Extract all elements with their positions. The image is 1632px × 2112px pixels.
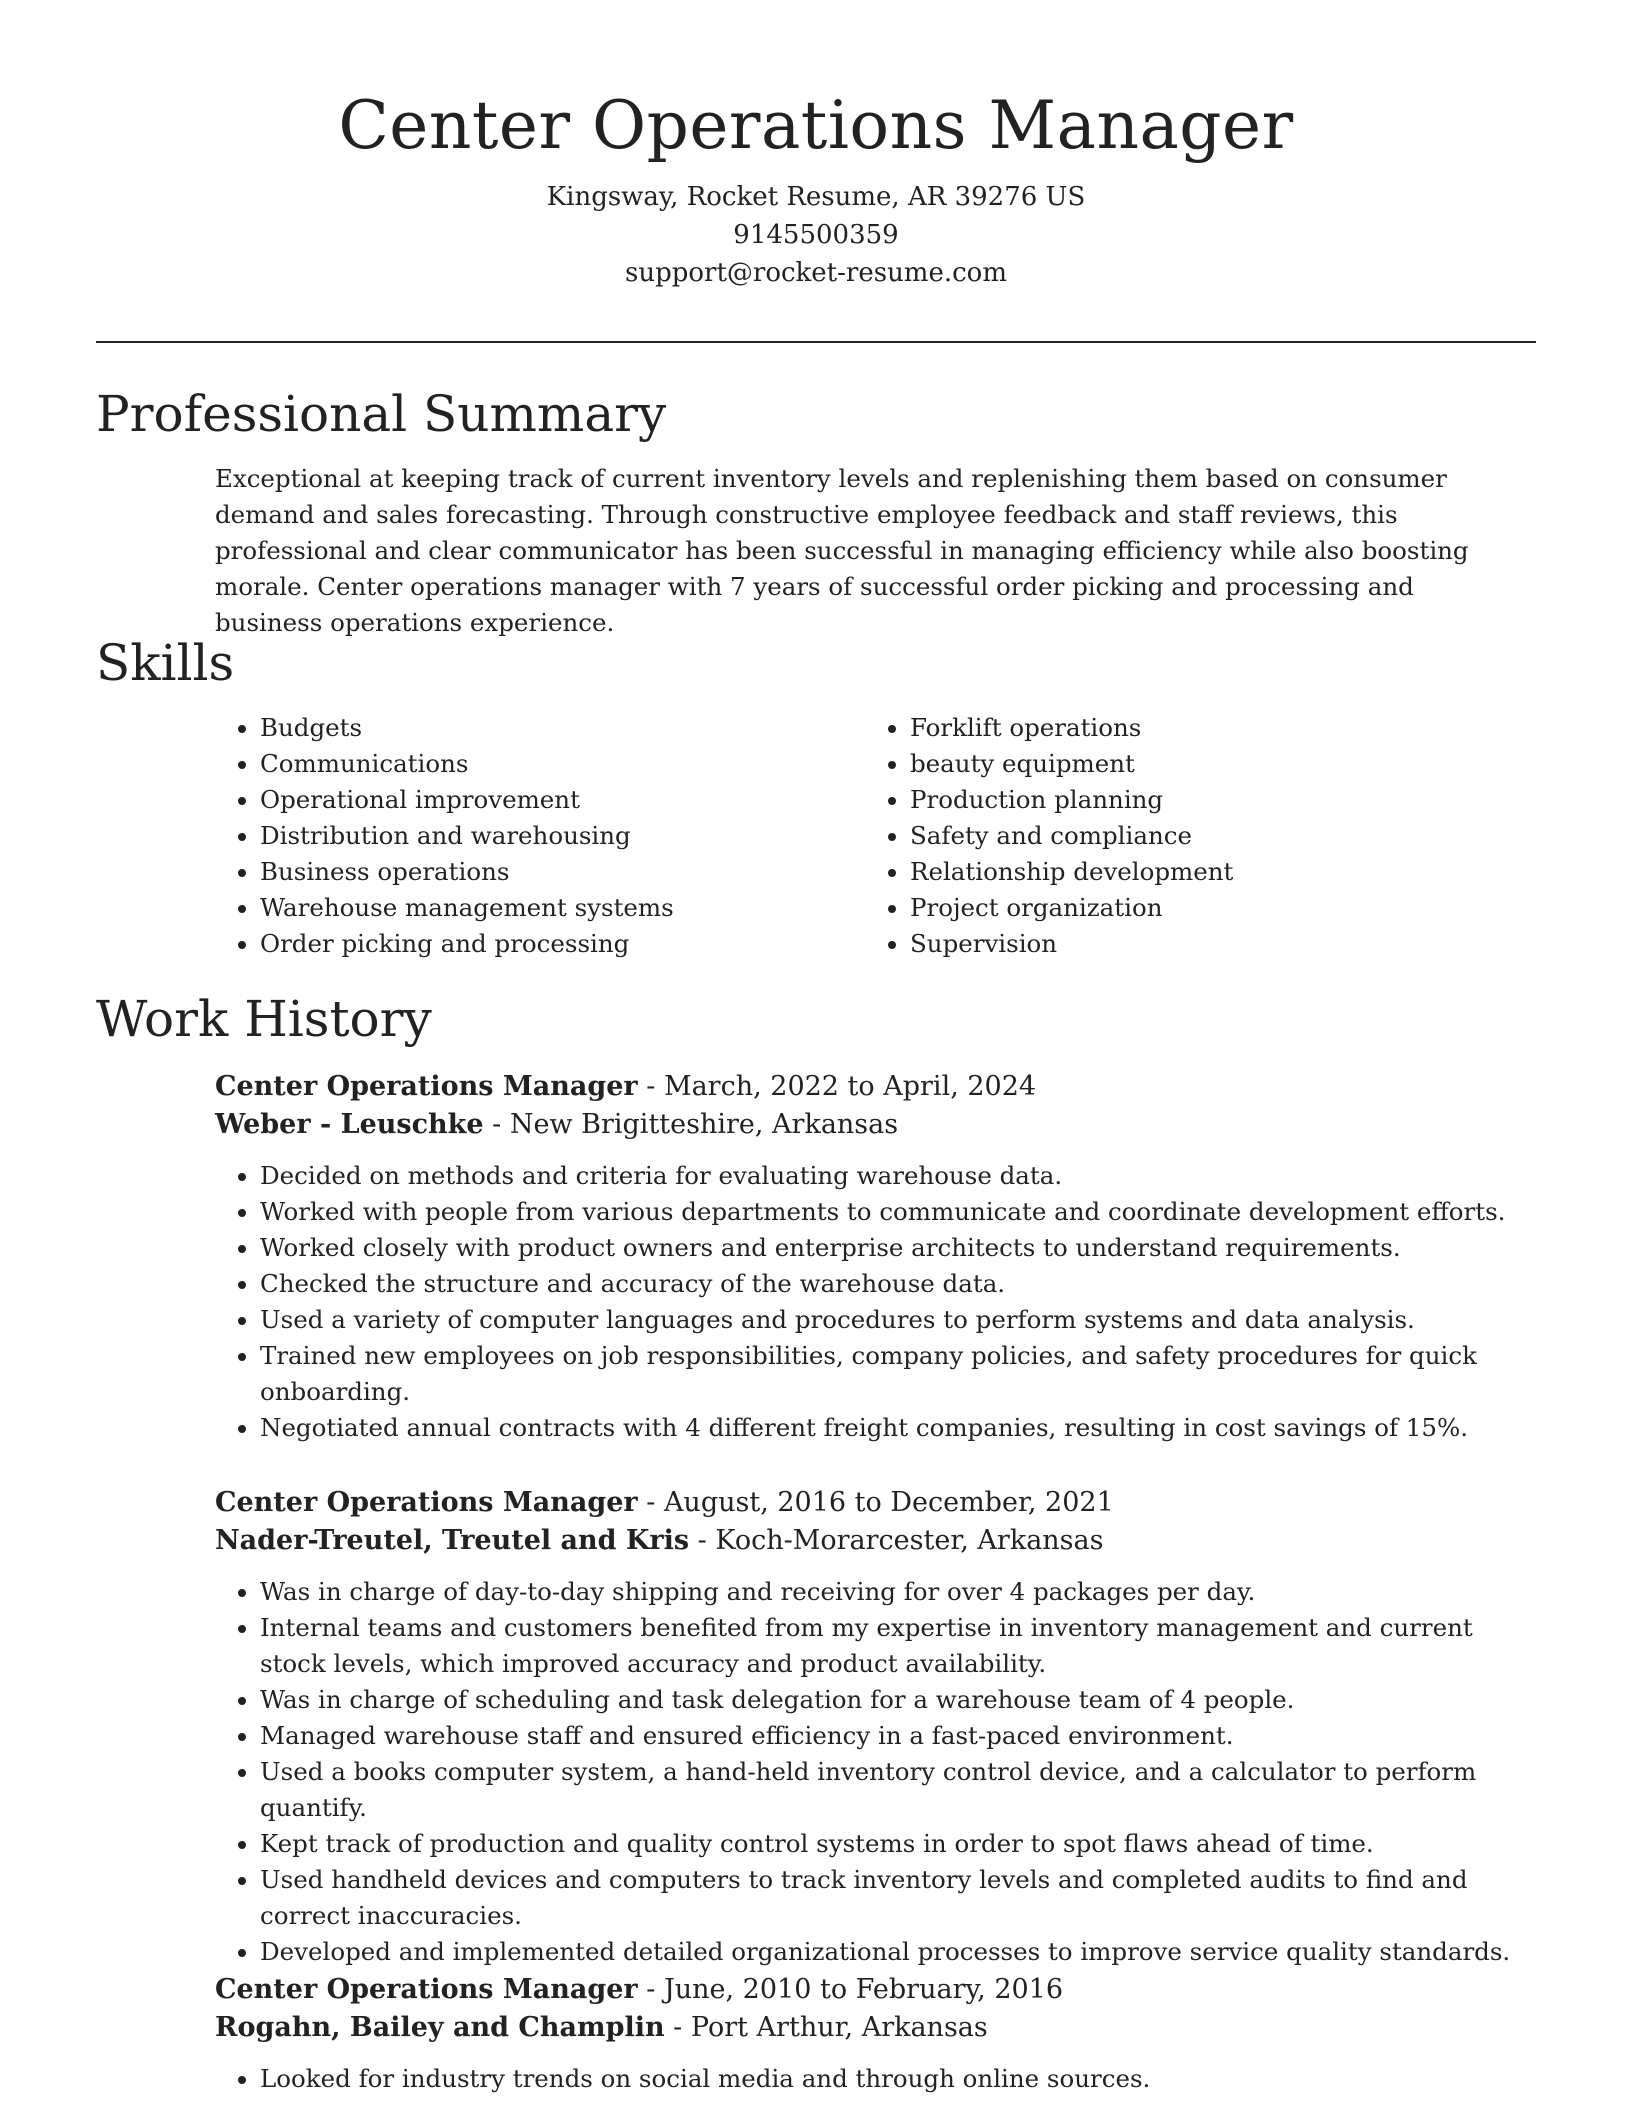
skills-list — [215, 710, 1535, 962]
skills-column-right — [865, 710, 1515, 962]
skill-item: • Supervision — [910, 926, 1515, 962]
work-history-heading: Work History — [96, 990, 432, 1048]
job-entry — [215, 1971, 1545, 2097]
contact-info — [0, 178, 1632, 292]
candidate-name: Center Operations Manager — [338, 87, 1294, 164]
skills-heading: Skills — [96, 634, 235, 692]
job-company-line: Rogahn, Bailey and Champlin - Port Arthur, Arkansas — [215, 2012, 988, 2043]
skill-item: • Warehouse management systems — [260, 890, 865, 926]
job-company: Rogahn, Bailey and Champlin — [215, 2012, 665, 2043]
job-bullet: • Developed and implemented detailed organizational processes to improve service quality standards. — [260, 1934, 1545, 1970]
job-bullet: • Was in charge of scheduling and task delegation for a warehouse team of 4 people. — [260, 1682, 1545, 1718]
job-bullet: • Checked the structure and accuracy of the warehouse data. — [260, 1266, 1545, 1302]
job-bullet: • Kept track of production and quality control systems in order to spot flaws ahead of time. — [260, 1826, 1545, 1862]
skill-item: • Operational improvement — [260, 782, 865, 818]
job-bullets — [215, 1158, 1545, 1446]
job-bullet: • Internal teams and customers benefited from my expertise in inventory management and current stock levels, which improved accuracy and product availability. — [260, 1610, 1545, 1682]
job-company: Weber - Leuschke — [215, 1109, 484, 1140]
job-bullet: • Was in charge of day-to-day shipping and receiving for over 4 packages per day. — [260, 1574, 1545, 1610]
job-location: Koch-Morarcester, Arkansas — [715, 1525, 1104, 1556]
job-bullet: • Negotiated annual contracts with 4 different freight companies, resulting in cost savings of 15%. — [260, 1410, 1545, 1446]
skill-item: • Forklift operations — [910, 710, 1515, 746]
job-bullet: • Used handheld devices and computers to track inventory levels and completed audits to find and correct inaccuracies. — [260, 1862, 1545, 1934]
job-bullet: • Used a variety of computer languages and procedures to perform systems and data analysis. — [260, 1302, 1545, 1338]
header-divider — [96, 341, 1536, 343]
skill-item: • Relationship development — [910, 854, 1515, 890]
skill-item: • beauty equipment — [910, 746, 1515, 782]
job-title-line: Center Operations Manager - June, 2010 to February, 2016 — [215, 1974, 1064, 2005]
job-location: New Brigitteshire, Arkansas — [509, 1109, 899, 1140]
job-dates: August, 2016 to December, 2021 — [663, 1487, 1114, 1518]
summary-heading: Professional Summary — [96, 385, 667, 443]
job-role: Center Operations Manager — [215, 1974, 638, 2005]
job-company: Nader-Treutel, Treutel and Kris — [215, 1525, 690, 1556]
skill-item: • Safety and compliance — [910, 818, 1515, 854]
job-entry — [215, 1484, 1545, 1970]
job-company-line: Weber - Leuschke - New Brigitteshire, Arkansas — [215, 1109, 899, 1140]
job-location: Port Arthur, Arkansas — [690, 2012, 988, 2043]
job-bullets — [215, 1574, 1545, 1970]
job-bullet: • Managed warehouse staff and ensured efficiency in a fast-paced environment. — [260, 1718, 1545, 1754]
job-bullet: • Worked with people from various departments to communicate and coordinate development efforts. — [260, 1194, 1545, 1230]
job-bullet: • Decided on methods and criteria for evaluating warehouse data. — [260, 1158, 1545, 1194]
job-dates: March, 2022 to April, 2024 — [663, 1071, 1037, 1102]
resume-header — [0, 0, 1632, 292]
skill-item: • Business operations — [260, 854, 865, 890]
skill-item: • Order picking and processing — [260, 926, 865, 962]
skill-item: • Budgets — [260, 710, 865, 746]
job-title-line: Center Operations Manager - March, 2022 to April, 2024 — [215, 1071, 1037, 1102]
skill-item: • Project organization — [910, 890, 1515, 926]
contact-phone: 9145500359 — [733, 220, 899, 250]
job-company-line: Nader-Treutel, Treutel and Kris - Koch-Morarcester, Arkansas — [215, 1525, 1104, 1556]
job-role: Center Operations Manager — [215, 1071, 638, 1102]
job-role: Center Operations Manager — [215, 1487, 638, 1518]
skill-item: • Distribution and warehousing — [260, 818, 865, 854]
skill-item: • Production planning — [910, 782, 1515, 818]
job-bullet: • Worked closely with product owners and enterprise architects to understand requirements. — [260, 1230, 1545, 1266]
job-entry — [215, 1068, 1545, 1446]
job-title-line: Center Operations Manager - August, 2016 to December, 2021 — [215, 1487, 1114, 1518]
skill-item: • Communications — [260, 746, 865, 782]
job-dates: June, 2010 to February, 2016 — [663, 1974, 1064, 2005]
skills-column-left — [215, 710, 865, 962]
job-bullet: • Trained new employees on job responsibilities, company policies, and safety procedures for quick onboarding. — [260, 1338, 1545, 1410]
contact-email: support@rocket-resume.com — [624, 258, 1007, 288]
job-bullet: • Used a books computer system, a hand-held inventory control device, and a calculator to perform quantify. — [260, 1754, 1545, 1826]
summary-text: Exceptional at keeping track of current inventory levels and replenishing them based on consumer demand and sales forecasting. Through constructive employee feedback and staff reviews, this professional and clear communicator has been successful in managing efficiency while also boosting morale. Center operations manager with 7 years of successful order picking and processing and business operations experience. — [215, 464, 1469, 637]
job-bullet: • Looked for industry trends on social media and through online sources. — [260, 2061, 1545, 2097]
job-bullets — [215, 2061, 1545, 2097]
contact-address: Kingsway, Rocket Resume, AR 39276 US — [546, 182, 1086, 212]
